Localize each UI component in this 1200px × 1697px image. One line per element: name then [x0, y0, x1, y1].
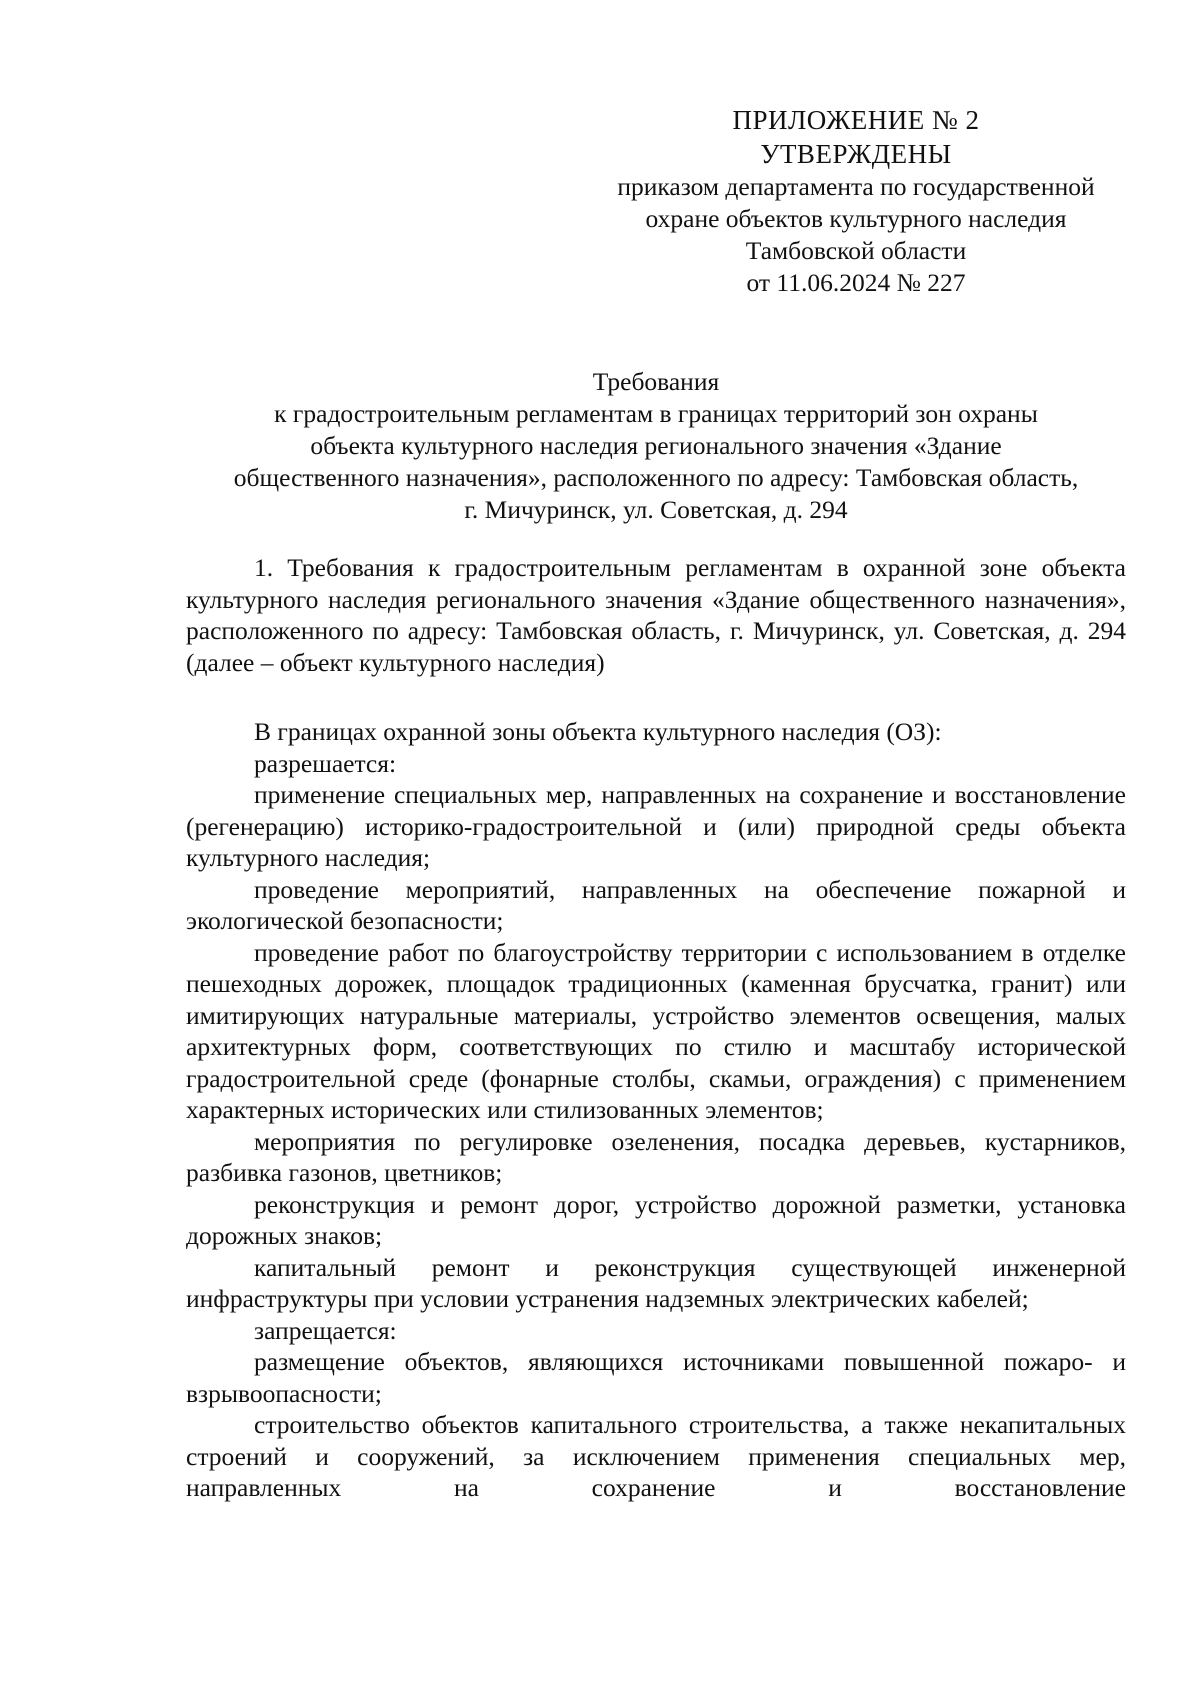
allowed-item: капитальный ремонт и реконструкция существующей инженерной инфраструктуры при условии устранения надземных электрических кабелей; — [186, 1252, 1126, 1313]
approval-line-region: Тамбовской области — [745, 236, 967, 265]
forbidden-item: строительство объектов капитального строительства, а также некапитальных строений и сооружений, за исключением применения специальных мер, направленных на сохранение и восстановление — [186, 1410, 1126, 1502]
title-line-4: общественного назначения», расположенного по адресу: Тамбовская область, — [233, 463, 1079, 492]
document-title — [186, 366, 1126, 526]
approval-line-order: приказом департамента по государственной — [617, 172, 1095, 201]
title-line-1: Требования — [592, 367, 720, 396]
allowed-item: мероприятия по регулировке озеленения, посадка деревьев, кустарников, разбивка газонов, цветников; — [186, 1126, 1126, 1187]
approved-heading: УТВЕРЖДЕНЫ — [760, 139, 952, 169]
approval-line-protection: охране объектов культурного наследия — [645, 204, 1067, 233]
allowed-heading: разрешается: — [254, 748, 397, 778]
forbidden-item: размещение объектов, являющихся источниками повышенной пожаро- и взрывоопасности; — [186, 1347, 1126, 1408]
allowed-item: применение специальных мер, направленных на сохранение и восстановление (регенерацию) историко-градостроительной и (или) природной среды объекта культурного наследия; — [186, 780, 1126, 872]
allowed-item: проведение работ по благоустройству территории с использованием в отделке пешеходных дорожек, площадок традиционных (каменная брусчатка, гранит) или имитирующих натуральные материалы, устройство элементов освещения, малых архитектурных форм, соответствующих по стилю и масштабу исторической градостроительной среде (фонарные столбы, скамьи, ограждения) с применением характерных исторических или стилизованных элементов; — [186, 937, 1126, 1124]
title-line-2: к градостроительным регламентам в границах территорий зон охраны — [274, 399, 1038, 428]
forbidden-heading: запрещается: — [254, 1315, 397, 1345]
appendix-number: ПРИЛОЖЕНИЕ № 2 — [732, 105, 980, 135]
allowed-item: проведение мероприятий, направленных на обеспечение пожарной и экологической безопасности; — [186, 874, 1126, 935]
section-1-paragraph: 1. Требования к градостроительным регламентам в охранной зоне объекта культурного наследия регионального значения «Здание общественного назначения», расположенного по адресу: Тамбовская область, г. Мичуринск, ул. Советская, д. 294 (далее – объект культурного наследия) — [186, 553, 1126, 677]
title-line-3: объекта культурного наследия регионального значения «Здание — [310, 431, 1002, 460]
approval-line-date: от 11.06.2024 № 227 — [746, 268, 966, 297]
document-body — [186, 552, 1126, 1504]
approval-stamp — [586, 103, 1126, 299]
zone-intro: В границах охранной зоны объекта культурного наследия (ОЗ): — [254, 717, 942, 746]
title-line-5: г. Мичуринск, ул. Советская, д. 294 — [464, 495, 848, 524]
allowed-item: реконструкция и ремонт дорог, устройство дорожной разметки, установка дорожных знаков; — [186, 1189, 1126, 1250]
